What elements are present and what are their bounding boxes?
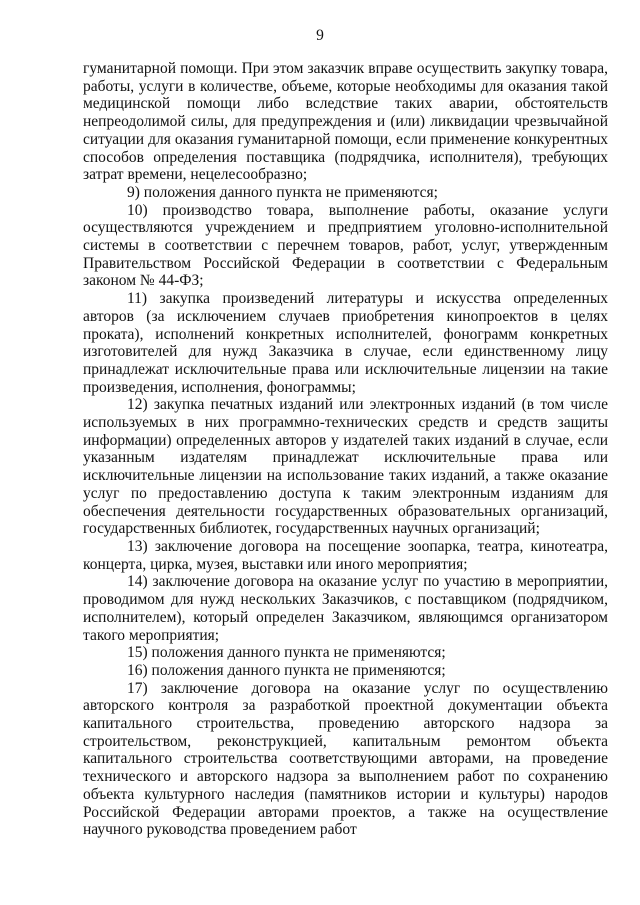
paragraph-item-16: 16) положения данного пункта не применяются; <box>127 661 446 679</box>
paragraph-item-10: 10) производство товара, выполнение работы, оказание услуги осуществляются учреждением и предприятием уголовно-исполнительной системы в соответствии с перечнем товаров, работ, услуг, утвержденным Правительством Российской Федерации в соответствии с Федеральным законом № 44-ФЗ; <box>83 201 608 290</box>
paragraph-item-9: 9) положения данного пункта не применяются; <box>127 183 438 201</box>
paragraph-item-13: 13) заключение договора на посещение зоопарка, театра, кинотеатра, концерта, цирка, музея, выставки или иного мероприятия; <box>83 537 608 573</box>
page-number: 9 <box>316 27 324 44</box>
paragraph-item-14: 14) заключение договора на оказание услуг по участию в мероприятии, проводимом для нужд нескольких Заказчиков, с поставщиком (подрядчиком, исполнителем), который определен Заказчиком, являющимся организатором такого мероприятия; <box>83 573 608 644</box>
paragraph-item-15: 15) положения данного пункта не применяются; <box>127 644 446 662</box>
paragraph-item-17: 17) заключение договора на оказание услуг по осуществлению авторского контроля за разработкой проектной документации объекта капитального строительства, проведению авторского надзора за строительством, реконструкцией, капитальным ремонтом объекта капитального строительства соответствующими авторами, на проведение технического и авторского надзора за выполнением работ по сохранению объекта культурного наследия (памятников истории и культуры) народов Российской Федерации авторами проектов, а также на осуществление научного руководства проведением работ <box>83 679 608 839</box>
paragraph-continuation: гуманитарной помощи. При этом заказчик вправе осуществить закупку товара, работы, услуги в количестве, объеме, которые необходимы для оказания такой медицинской помощи либо вследствие таких аварии, обстоятельств непреодолимой силы, для предупреждения и (или) ликвидации чрезвычайной ситуации для оказания гуманитарной помощи, если применение конкурентных способов определения поставщика (подрядчика, исполнителя), требующих затрат времени, нецелесообразно; <box>83 60 608 184</box>
document-body <box>83 60 608 839</box>
paragraph-item-12: 12) закупка печатных изданий или электронных изданий (в том числе используемых в них программно-технических средств и средств защиты информации) определенных авторов у издателей таких изданий в случае, если указанным издателям принадлежат исключительные права или исключительные лицензии на использование таких изданий, а также оказание услуг по предоставлению доступа к таким электронным изданиям для обеспечения деятельности государственных образовательных организаций, государственных библиотек, государственных научных организаций; <box>83 396 608 538</box>
paragraph-item-11: 11) закупка произведений литературы и искусства определенных авторов (за исключением случаев приобретения кинопроектов в целях проката), исполнений конкретных исполнителей, фонограмм конкретных изготовителей для нужд Заказчика в случае, если единственному лицу принадлежат исключительные права или исключительные лицензии на такие произведения, исполнения, фонограммы; <box>83 290 608 396</box>
